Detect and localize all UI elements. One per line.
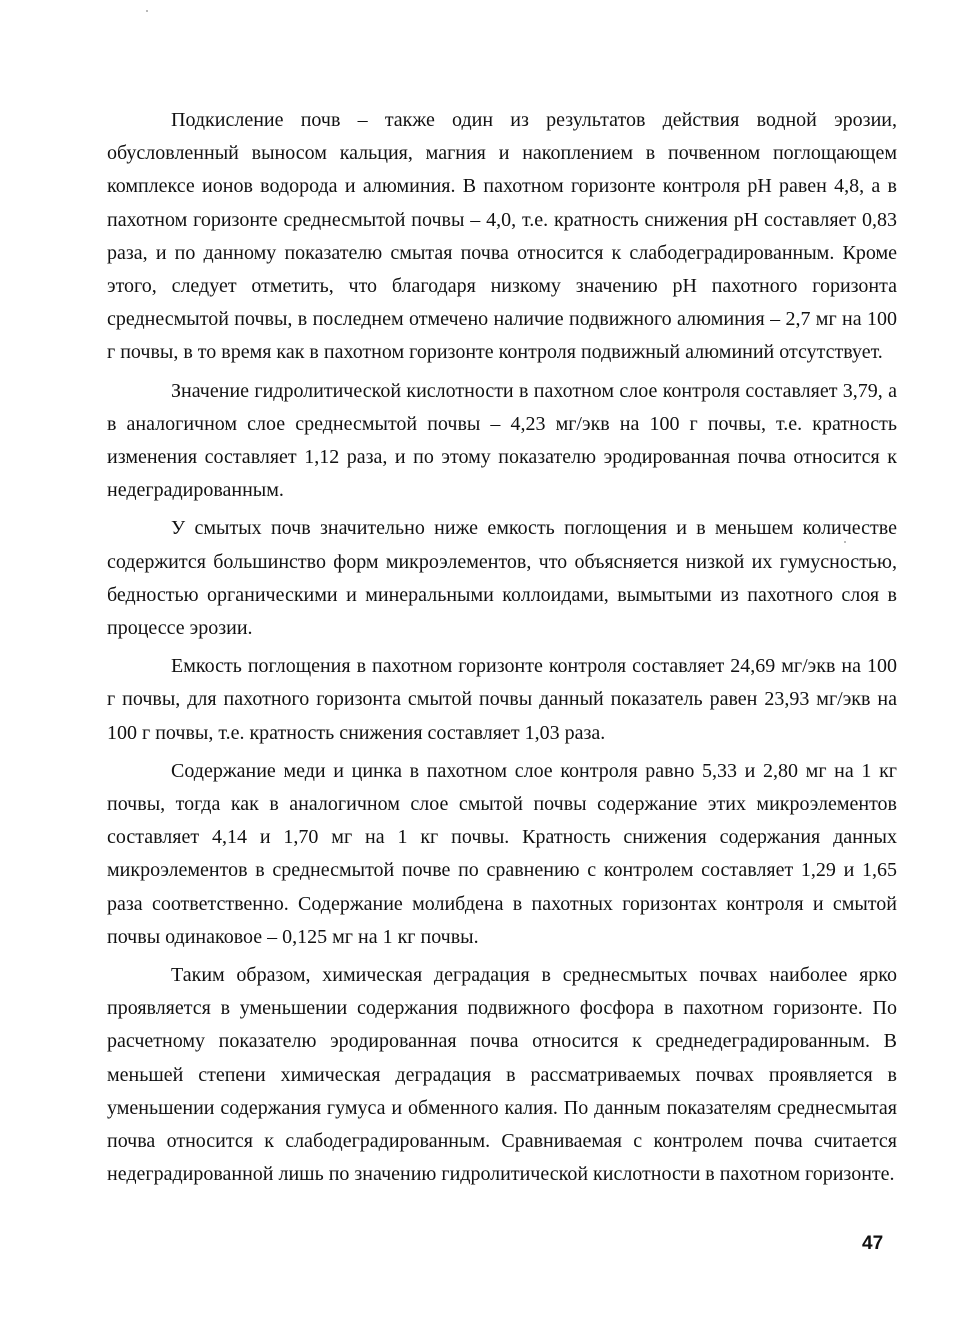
paragraph-conclusion: Таким образом, химическая деградация в среднесмытых почвах наиболее ярко проявляется в уменьшении содержания подвижного фосфора в пахотном горизонте. По расчетному показателю эродированная почва относится к среднедеградированным. В меньшей степени химическая деградация в рассматриваемых почвах проявляется в уменьшении содержания гумуса и обменного калия. По данным показателям среднесмытая почва относится к слабодеградированным. Сравниваемая с контролем почва считается недеградированной лишь по значению гидролитической кислотности в пахотном горизонте. — [107, 964, 897, 1186]
paragraph-hydrolytic-acidity: Значение гидролитической кислотности в пахотном слое контроля составляет 3,79, а в аналогичном слое среднесмытой почвы – 4,23 мг/экв на 100 г почвы, т.е. кратность изменения составляет 1,12 раза, и по этому показателю эродированная почва относится к недеградированным. — [107, 379, 897, 502]
body-text — [107, 104, 897, 1197]
paragraph-absorption-capacity-intro: У смытых почв значительно ниже емкость поглощения и в меньшем количестве содержится большинство форм микроэлементов, что объясняется низкой их гумусностью, бедностью органическими и минеральными коллоидами, вымытыми из пахотного слоя в процессе эрозии. — [107, 517, 897, 640]
paragraph-copper-zinc-content: Содержание меди и цинка в пахотном слое контроля равно 5,33 и 2,80 мг на 1 кг почвы, тогда как в аналогичном слое смытой почвы содержание этих микроэлементов составляет 4,14 и 1,70 мг на 1 кг почвы. Кратность снижения содержания данных микроэлементов в среднесмытой почве по сравнению с контролем составляет 1,29 и 1,65 раза соответственно. Содержание молибдена в пахотных горизонтах контроля и смытой почвы одинаковое – 0,125 мг на 1 кг почвы. — [107, 759, 897, 948]
paragraph-soil-acidification: Подкисление почв – также один из результатов действия водной эрозии, обусловленный выносом кальция, магния и накоплением в почвенном поглощающем комплексе ионов водорода и алюминия. В пахотном горизонте контроля pH равен 4,8, а в пахотном горизонте среднесмытой почвы – 4,0, т.е. кратность снижения pH составляет 0,83 раза, и по данному показателю смытая почва относится к слабодеградированным. Кроме этого, следует отметить, что благодаря низкому значению pH пахотного горизонта среднесмытой почвы, в последнем отмечено наличие подвижного алюминия – 2,7 мг на 100 г почвы, в то время как в пахотном горизонте контроля подвижный алюминий отсутствует. — [107, 109, 897, 364]
paragraph-absorption-capacity-values: Емкость поглощения в пахотном горизонте контроля составляет 24,69 мг/экв на 100 г почвы, для пахотного горизонта смытой почвы данный показатель равен 23,93 мг/экв на 100 г почвы, т.е. кратность снижения составляет 1,03 раза. — [107, 655, 897, 744]
scan-speck — [146, 10, 148, 12]
page-number: 47 — [862, 1233, 884, 1254]
